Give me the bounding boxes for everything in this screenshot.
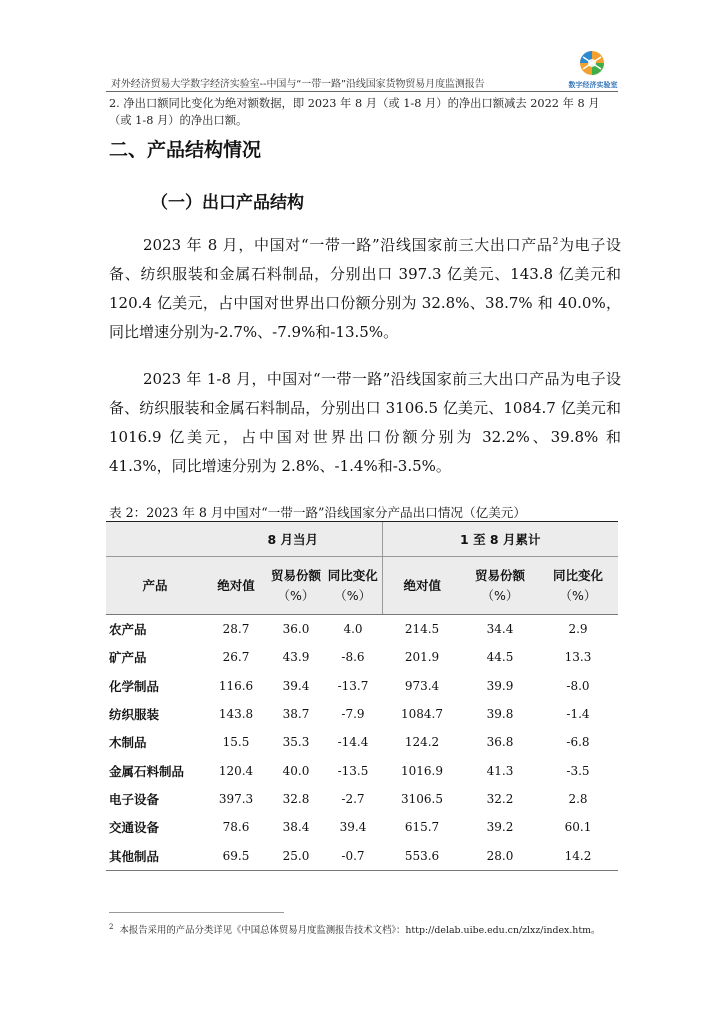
paragraph-1-start: 2023 年 8 月，中国对“一带一路”沿线国家前三大出口产品	[143, 236, 553, 254]
cell: 69.5	[204, 841, 268, 870]
cell: 116.6	[218, 678, 254, 693]
col-header-share-month	[268, 557, 324, 615]
cell: -3.5	[566, 763, 590, 778]
header-title: 对外经济贸易大学数字经济实验室--中国与“一带一路”沿线国家货物贸易月度监测报告	[111, 79, 485, 90]
cell: 3106.5	[401, 791, 443, 806]
cell: 13.3	[564, 650, 592, 665]
cell: -8.6	[341, 650, 365, 665]
header-divider	[106, 91, 618, 92]
cell: 2.8	[568, 791, 588, 806]
table-row	[106, 813, 618, 841]
footnote-divider	[109, 912, 284, 913]
col-label: 同比变化	[327, 567, 378, 583]
cell: -7.9	[341, 707, 365, 722]
product-name: 木制品	[109, 735, 147, 751]
product-name: 金属石料制品	[109, 763, 185, 779]
cell: 15.5	[222, 735, 250, 750]
corner-cell	[106, 522, 204, 557]
export-table	[106, 521, 618, 871]
cell: 553.6	[382, 841, 462, 870]
table-row	[106, 785, 618, 813]
product-name: 农产品	[109, 622, 147, 638]
col-unit: （%）	[334, 587, 372, 603]
cell: 1016.9	[401, 763, 443, 778]
group-header-month: 8 月当月	[204, 522, 382, 557]
table-row	[106, 700, 618, 728]
cell: 35.3	[282, 735, 310, 750]
group-header-cumulative: 1 至 8 月累计	[382, 522, 618, 557]
cell: 214.5	[404, 622, 440, 637]
cell: 60.1	[564, 820, 592, 835]
cell: 124.2	[404, 735, 440, 750]
cell: 32.8	[282, 791, 310, 806]
col-header-share-cum	[462, 557, 538, 615]
cell: -14.4	[337, 735, 369, 750]
table-row	[106, 643, 618, 671]
table-caption: 表 2：2023 年 8 月中国对“一带一路”沿线国家分产品出口情况（亿美元）	[109, 505, 526, 520]
cell: -13.7	[337, 678, 369, 693]
col-header-product: 产品	[106, 557, 204, 615]
table-row	[106, 756, 618, 784]
cell: 32.2	[486, 791, 514, 806]
col-label: 贸易份额	[474, 567, 525, 583]
cell: -1.4	[566, 707, 590, 722]
product-name: 交通设备	[109, 820, 160, 836]
product-name: 化学制品	[109, 678, 160, 694]
cell: 4.0	[343, 622, 363, 637]
paragraph-1-rest: 为电子设备、纺织服装和金属石料制品，分别出口 397.3 亿美元、143.8 亿美元和 120.4 亿美元，占中国对世界出口份额分别为 32.8%、38.7% 和 40.0%，同比增速分别为-2.7%、-7.9%和-13.5%。	[109, 236, 621, 341]
table-row	[106, 841, 618, 870]
cell: 39.8	[486, 707, 514, 722]
cell: 615.7	[404, 820, 440, 835]
cell: 34.4	[486, 622, 514, 637]
col-unit: （%）	[559, 587, 597, 603]
cell: -8.0	[566, 678, 590, 693]
footnote-ref: 2	[552, 237, 559, 247]
cell: 38.4	[282, 820, 310, 835]
col-label: 同比变化	[552, 567, 603, 583]
product-name: 电子设备	[109, 791, 160, 807]
cell: 41.3	[486, 763, 514, 778]
cell: 201.9	[404, 650, 440, 665]
cell: 40.0	[282, 763, 310, 778]
cell: 36.0	[282, 622, 310, 637]
subsection-title: （一）出口产品结构	[151, 193, 304, 213]
footnote	[109, 922, 600, 936]
col-header-yoy-month	[324, 557, 382, 615]
cell: 2.9	[568, 622, 588, 637]
cell: 26.7	[222, 650, 250, 665]
cell: 120.4	[218, 763, 254, 778]
cell: 44.5	[486, 650, 514, 665]
cell: 39.9	[486, 678, 514, 693]
cell: 78.6	[222, 820, 250, 835]
cell: 43.9	[282, 650, 310, 665]
footnote-number: 2	[109, 923, 114, 931]
cell: 39.4	[282, 678, 310, 693]
col-unit: （%）	[277, 587, 315, 603]
cell: 143.8	[218, 707, 254, 722]
cell: 39.2	[486, 820, 514, 835]
cell: -13.5	[337, 763, 369, 778]
cell: 25.0	[268, 841, 324, 870]
logo-caption: 数字经济实验室	[568, 81, 618, 89]
table-row	[106, 615, 618, 644]
col-header-abs-month: 绝对值	[204, 557, 268, 615]
cell: -6.8	[566, 735, 590, 750]
table-group-header-row	[106, 522, 618, 557]
cell: 397.3	[218, 791, 254, 806]
cell: 28.0	[462, 841, 538, 870]
cell: 28.7	[222, 622, 250, 637]
col-header-yoy-cum	[538, 557, 618, 615]
cell: -2.7	[341, 791, 365, 806]
cell: 973.4	[404, 678, 440, 693]
col-unit: （%）	[481, 587, 519, 603]
table-header-row	[106, 557, 618, 615]
product-name: 纺织服装	[109, 707, 160, 723]
cell: 39.4	[339, 820, 367, 835]
section-title: 二、产品结构情况	[109, 139, 262, 161]
table-row	[106, 728, 618, 756]
product-name: 矿产品	[109, 650, 147, 666]
cell: 1084.7	[401, 707, 443, 722]
paragraph-1	[109, 231, 621, 347]
footnote-text: 本报告采用的产品分类详见《中国总体贸易月度监测报告技术文档》：http://delab.uibe.edu.cn/zlxz/index.htm。	[119, 925, 601, 936]
cell: 36.8	[486, 735, 514, 750]
paragraph-2	[109, 365, 621, 481]
cell: 14.2	[538, 841, 618, 870]
col-header-abs-cum: 绝对值	[382, 557, 462, 615]
note-text: 2. 净出口额同比变化为绝对额数据，即 2023 年 8 月（或 1-8 月）的净出口额减去 2022 年 8 月（或 1-8 月）的净出口额。	[109, 97, 600, 127]
paragraph-2-text: 2023 年 1-8 月，中国对“一带一路”沿线国家前三大出口产品为电子设备、纺织服装和金属石料制品，分别出口 3106.5 亿美元、1084.7 亿美元和 1016.9 亿美元，占中国对世界出口份额分别为 32.2%、39.8% 和 41.3%，同比增速分别为 2.8%、-1.4%和-3.5%。	[109, 370, 621, 475]
table-row	[106, 672, 618, 700]
product-name: 其他制品	[106, 841, 204, 870]
cell: -0.7	[324, 841, 382, 870]
cell: 38.7	[282, 707, 310, 722]
col-label: 贸易份额	[270, 567, 321, 583]
